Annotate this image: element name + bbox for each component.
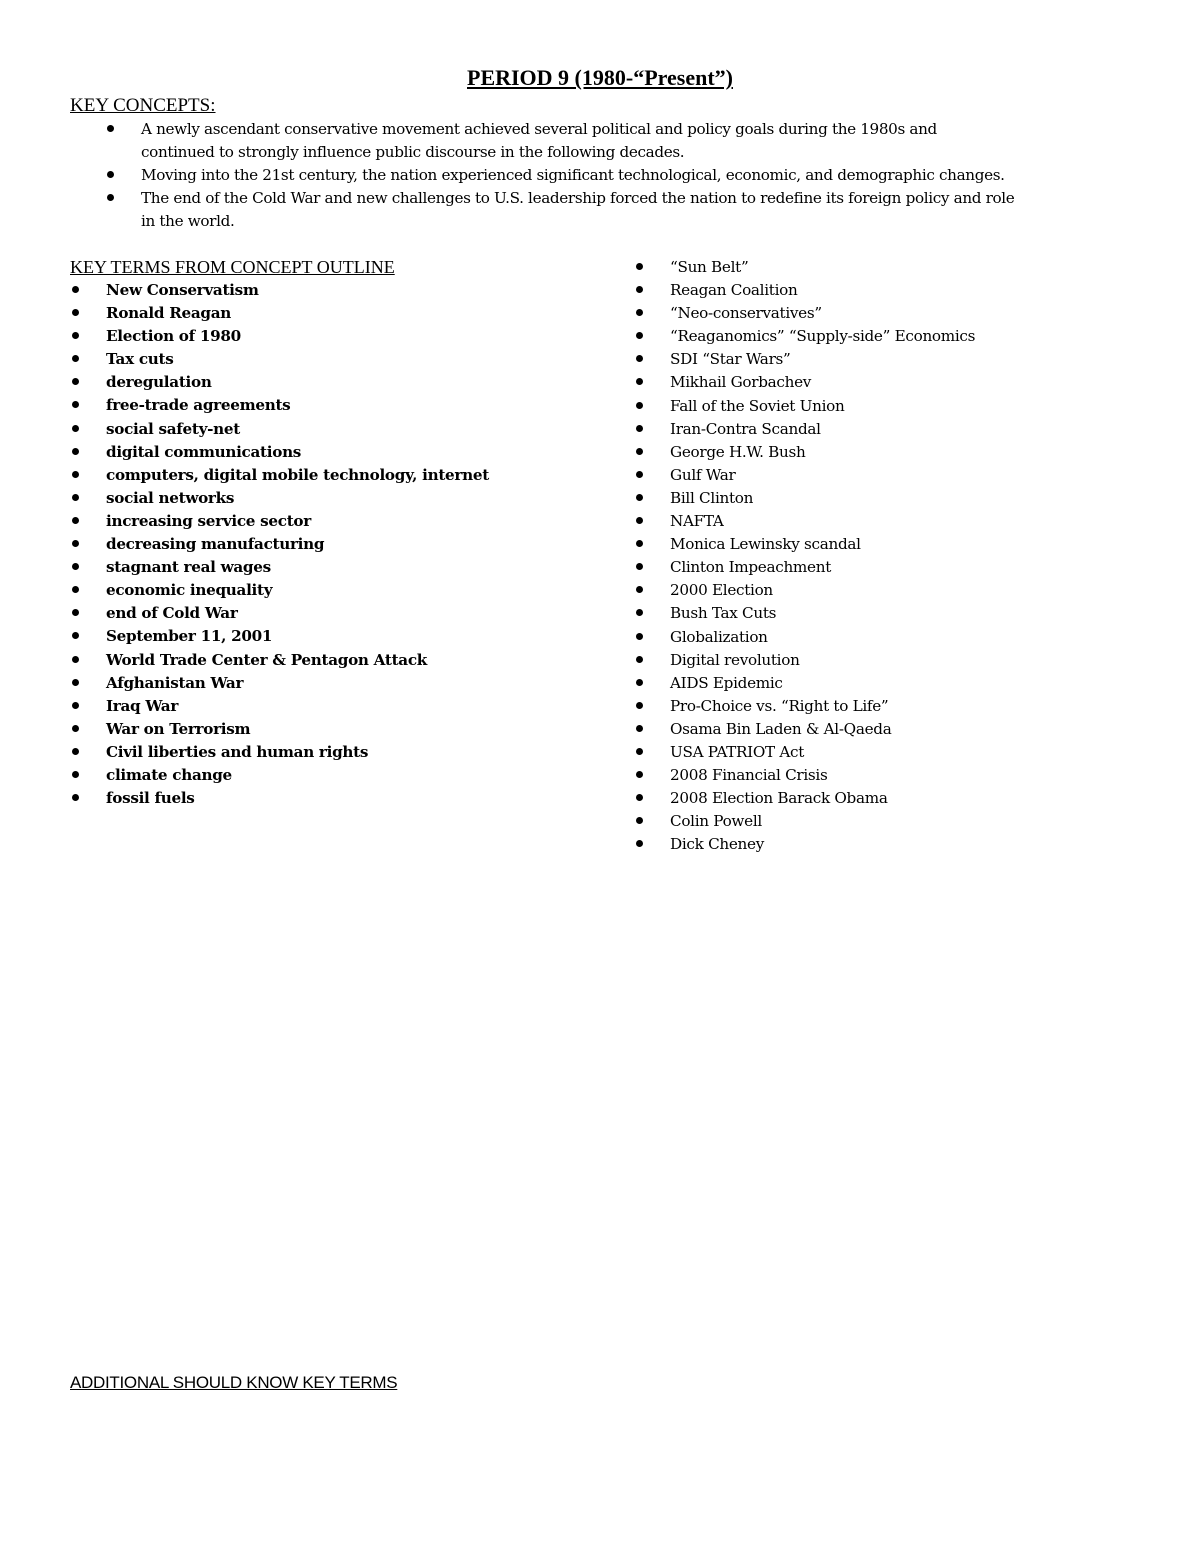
term-item [634, 395, 1154, 418]
term-text: Osama Bin Laden & Al-Qaeda [670, 719, 892, 738]
term-item [70, 741, 590, 764]
term-text: deregulation [106, 373, 212, 392]
term-text: Ronald Reagan [106, 304, 232, 323]
term-item [634, 371, 1154, 394]
term-text: War on Terrorism [106, 719, 251, 738]
term-item [634, 695, 1154, 718]
term-item [634, 556, 1154, 579]
term-text: decreasing manufacturing [106, 535, 325, 554]
bullet-icon [636, 540, 643, 547]
term-item [70, 764, 590, 787]
concept-text-line: A newly ascendant conservative movement achieved several political and policy goals during the 1980s and [141, 120, 937, 138]
concept-item [106, 118, 1126, 164]
bullet-icon [636, 748, 643, 755]
bullet-icon [636, 448, 643, 455]
term-text: stagnant real wages [106, 558, 271, 577]
bullet-icon [72, 494, 79, 501]
term-item [634, 741, 1154, 764]
bullet-icon [636, 378, 643, 385]
term-item [634, 810, 1154, 833]
term-item [634, 348, 1154, 371]
bullet-icon [636, 702, 643, 709]
key-concepts-heading: KEY CONCEPTS: [70, 95, 216, 116]
term-item [70, 533, 590, 556]
term-text: Pro-Choice vs. “Right to Life” [670, 696, 889, 715]
concept-item [106, 164, 1126, 187]
term-text: free-trade agreements [106, 396, 291, 415]
term-text: Mikhail Gorbachev [670, 373, 812, 392]
term-item [70, 602, 590, 625]
term-text: Clinton Impeachment [670, 558, 831, 577]
term-text: computers, digital mobile technology, internet [106, 465, 489, 484]
term-item [70, 348, 590, 371]
bullet-icon [72, 609, 79, 616]
term-text: 2008 Financial Crisis [670, 766, 828, 785]
term-item [70, 464, 590, 487]
term-text: fossil fuels [106, 789, 195, 808]
term-item [634, 718, 1154, 741]
term-item [70, 441, 590, 464]
term-text: USA PATRIOT Act [670, 742, 805, 761]
bullet-icon [636, 679, 643, 686]
term-text: 2008 Election Barack Obama [670, 789, 888, 808]
term-item [70, 510, 590, 533]
term-text: Election of 1980 [106, 327, 241, 346]
bullet-icon [636, 817, 643, 824]
term-item [70, 325, 590, 348]
term-item [70, 625, 590, 648]
concept-item [106, 187, 1126, 233]
bullet-icon [72, 563, 79, 570]
term-item [634, 579, 1154, 602]
term-item [70, 695, 590, 718]
term-text: Fall of the Soviet Union [670, 396, 845, 415]
term-text: Bill Clinton [670, 488, 754, 507]
term-item [634, 256, 1154, 279]
term-text: Globalization [670, 627, 768, 646]
bullet-icon [72, 632, 79, 639]
bullet-icon [72, 332, 79, 339]
term-text: Iraq War [106, 696, 179, 715]
term-item [70, 787, 590, 810]
term-item [634, 441, 1154, 464]
term-item [70, 579, 590, 602]
term-item [70, 371, 590, 394]
bullet-icon [72, 517, 79, 524]
concept-text-line: Moving into the 21st century, the nation experienced significant technological, economic, and demographic changes. [141, 166, 1005, 184]
bullet-icon [72, 702, 79, 709]
term-text: increasing service sector [106, 511, 311, 530]
bullet-icon [72, 378, 79, 385]
key-terms-right-list [634, 256, 1154, 856]
term-item [634, 279, 1154, 302]
term-text: Iran-Contra Scandal [670, 419, 821, 438]
term-item [70, 649, 590, 672]
term-item [634, 302, 1154, 325]
term-text: digital communications [106, 442, 302, 461]
term-text: Gulf War [670, 465, 736, 484]
bullet-icon [72, 540, 79, 547]
term-item [70, 672, 590, 695]
bullet-icon [72, 679, 79, 686]
term-text: Bush Tax Cuts [670, 604, 777, 623]
term-text: “Neo-conservatives” [670, 304, 822, 323]
bullet-icon [72, 748, 79, 755]
bullet-icon [72, 401, 79, 408]
term-item [634, 418, 1154, 441]
bullet-icon [636, 309, 643, 316]
bullet-icon [636, 771, 643, 778]
bullet-icon [636, 840, 643, 847]
key-terms-heading: KEY TERMS FROM CONCEPT OUTLINE [70, 257, 395, 277]
bullet-icon [107, 194, 114, 201]
term-item [70, 394, 590, 417]
bullet-icon [72, 725, 79, 732]
term-text: Colin Powell [670, 812, 762, 831]
term-text: Civil liberties and human rights [106, 742, 369, 761]
bullet-icon [107, 171, 114, 178]
term-text: 2000 Election [670, 581, 773, 600]
term-item [70, 718, 590, 741]
term-item [634, 833, 1154, 856]
bullet-icon [636, 425, 643, 432]
key-concepts-list [106, 118, 1126, 233]
term-item [634, 533, 1154, 556]
term-text: September 11, 2001 [106, 627, 273, 646]
term-item [634, 464, 1154, 487]
bullet-icon [636, 563, 643, 570]
key-terms-left-list [70, 279, 590, 810]
term-text: George H.W. Bush [670, 442, 806, 461]
bullet-icon [636, 794, 643, 801]
term-text: Digital revolution [670, 650, 800, 669]
term-text: NAFTA [670, 512, 724, 531]
term-text: AIDS Epidemic [670, 673, 783, 692]
term-text: “Reaganomics” “Supply-side” Economics [670, 327, 976, 346]
bullet-icon [72, 656, 79, 663]
term-item [634, 626, 1154, 649]
term-text: “Sun Belt” [670, 258, 749, 276]
page-title: PERIOD 9 (1980-“Present”) [467, 65, 733, 90]
term-text: SDI “Star Wars” [670, 350, 791, 369]
term-item [634, 487, 1154, 510]
term-item [634, 764, 1154, 787]
concept-text-line: continued to strongly influence public discourse in the following decades. [141, 143, 685, 161]
bullet-icon [636, 586, 643, 593]
bullet-icon [72, 471, 79, 478]
term-text: World Trade Center & Pentagon Attack [106, 650, 428, 669]
term-item [70, 556, 590, 579]
bullet-icon [72, 771, 79, 778]
term-text: economic inequality [106, 581, 273, 600]
term-item [70, 279, 590, 302]
bullet-icon [636, 263, 643, 270]
bullet-icon [636, 402, 643, 409]
bullet-icon [636, 355, 643, 362]
term-item [634, 510, 1154, 533]
bullet-icon [636, 471, 643, 478]
term-item [70, 487, 590, 510]
term-text: Afghanistan War [106, 673, 244, 692]
term-text: Tax cuts [106, 350, 174, 369]
term-item [70, 418, 590, 441]
bullet-icon [636, 286, 643, 293]
bullet-icon [72, 448, 79, 455]
concept-text-line: in the world. [141, 212, 235, 230]
term-item [634, 602, 1154, 625]
term-text: Reagan Coalition [670, 281, 798, 300]
bullet-icon [72, 794, 79, 801]
bullet-icon [636, 494, 643, 501]
term-text: New Conservatism [106, 281, 259, 299]
concept-text-line: The end of the Cold War and new challenges to U.S. leadership forced the nation to redefine its foreign policy and role [141, 189, 1015, 207]
term-text: Monica Lewinsky scandal [670, 535, 861, 554]
additional-terms-heading: ADDITIONAL SHOULD KNOW KEY TERMS [70, 1373, 398, 1392]
term-text: social networks [106, 488, 235, 507]
term-text: end of Cold War [106, 604, 238, 623]
bullet-icon [636, 633, 643, 640]
term-text: climate change [106, 765, 232, 784]
bullet-icon [107, 125, 114, 132]
term-text: Dick Cheney [670, 835, 765, 854]
bullet-icon [72, 309, 79, 316]
term-text: social safety-net [106, 419, 240, 438]
bullet-icon [636, 656, 643, 663]
bullet-icon [636, 517, 643, 524]
bullet-icon [72, 586, 79, 593]
bullet-icon [72, 286, 79, 293]
term-item [70, 302, 590, 325]
bullet-icon [72, 425, 79, 432]
bullet-icon [636, 609, 643, 616]
bullet-icon [636, 725, 643, 732]
term-item [634, 672, 1154, 695]
bullet-icon [72, 355, 79, 362]
bullet-icon [636, 332, 643, 339]
term-item [634, 787, 1154, 810]
term-item [634, 649, 1154, 672]
term-item [634, 325, 1154, 348]
